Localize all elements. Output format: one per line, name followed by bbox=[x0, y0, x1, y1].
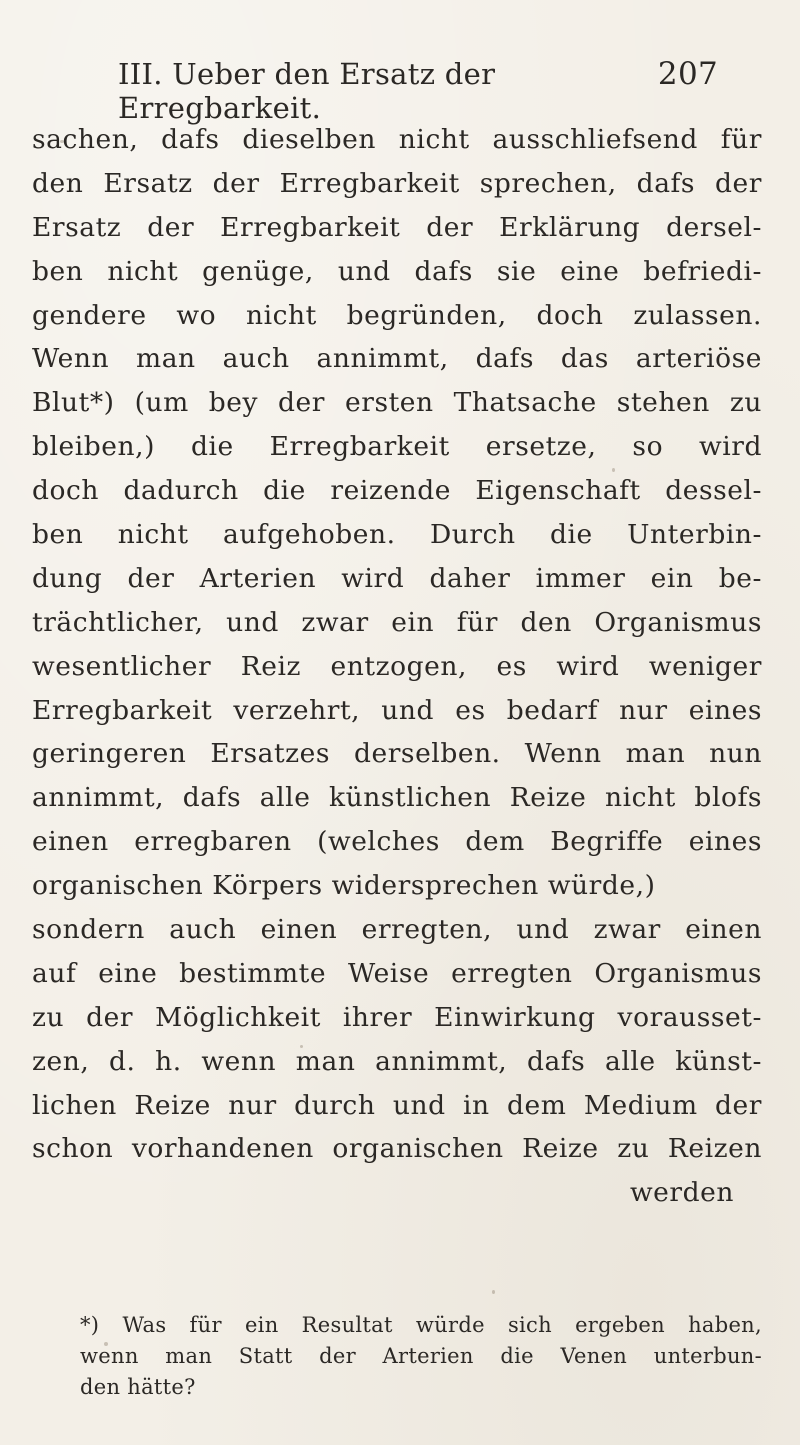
paper-speck bbox=[60, 140, 64, 143]
text-line: sachen, dafs dieselben nicht ausschliefsend für bbox=[32, 124, 762, 155]
text-line: den Ersatz der Erregbarkeit sprechen, dafs der bbox=[32, 167, 762, 199]
paper-speck bbox=[492, 1290, 495, 1294]
paper-speck bbox=[300, 1045, 303, 1048]
text-line: wesentlicher Reiz entzogen, es wird weniger bbox=[32, 650, 762, 682]
text-line: Wenn man auch annimmt, dafs das arteriöse bbox=[32, 343, 762, 375]
footnote-line: wenn man Statt der Arterien die Venen unterbun- bbox=[80, 1344, 762, 1368]
text-line: schon vorhandenen organischen Reize zu Reizen bbox=[32, 1133, 762, 1165]
text-line: bleiben,) die Erregbarkeit ersetze, so wird bbox=[32, 431, 762, 463]
text-line: sondern auch einen erregten, und zwar einen bbox=[32, 914, 762, 946]
text-line: organischen Körpers widersprechen würde,) bbox=[32, 870, 656, 902]
footnote bbox=[32, 1310, 762, 1403]
running-title: III. Ueber den Ersatz der Erregbarkeit. bbox=[118, 57, 496, 125]
text-line: zu der Möglichkeit ihrer Einwirkung vorausset- bbox=[32, 1001, 762, 1033]
text-line: doch dadurch die reizende Eigenschaft dessel- bbox=[32, 475, 762, 507]
text-line: geringeren Ersatzes derselben. Wenn man nun bbox=[32, 738, 762, 770]
catchword: werden bbox=[629, 1177, 734, 1209]
running-head bbox=[118, 56, 718, 125]
text-line: ben nicht genüge, und dafs sie eine befriedi- bbox=[32, 255, 762, 287]
page-number: 207 bbox=[657, 56, 718, 92]
text-line: lichen Reize nur durch und in dem Medium der bbox=[32, 1089, 762, 1121]
text-line: auf eine bestimmte Weise erregten Organismus bbox=[32, 957, 762, 989]
text-line: annimmt, dafs alle künstlichen Reize nicht blofs bbox=[32, 782, 762, 814]
text-line: einen erregbaren (welches dem Begriffe eines bbox=[32, 826, 762, 858]
text-line: Ersatz der Erregbarkeit der Erklärung dersel- bbox=[32, 211, 762, 243]
main-text bbox=[32, 118, 762, 1215]
footnote-line: den hätte? bbox=[80, 1375, 196, 1399]
paper-speck bbox=[612, 468, 615, 472]
text-line: Blut*) (um bey der ersten Thatsache stehen zu bbox=[32, 387, 762, 419]
text-line: zen, d. h. wenn man annimmt, dafs alle künst- bbox=[32, 1045, 762, 1077]
footnote-line: *) Was für ein Resultat würde sich ergeben haben, bbox=[80, 1313, 762, 1337]
text-line: gendere wo nicht begründen, doch zulassen. bbox=[32, 299, 762, 331]
paper-speck bbox=[104, 1342, 108, 1346]
text-line: Erregbarkeit verzehrt, und es bedarf nur eines bbox=[32, 694, 762, 726]
text-line: trächtlicher, und zwar ein für den Organismus bbox=[32, 606, 762, 638]
text-line: ben nicht aufgehoben. Durch die Unterbin- bbox=[32, 519, 762, 551]
text-line: dung der Arterien wird daher immer ein be- bbox=[32, 562, 762, 594]
